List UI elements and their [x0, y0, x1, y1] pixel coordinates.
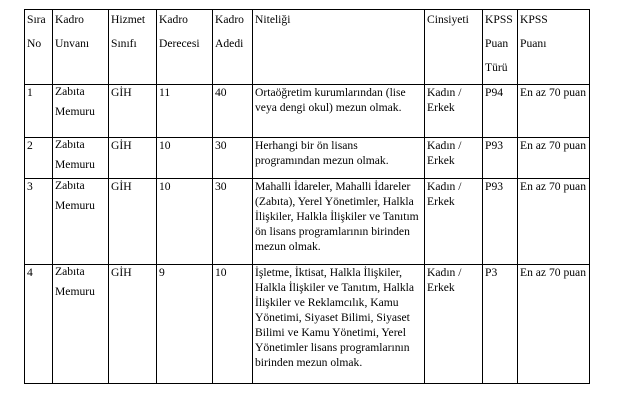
- header-text: Sınıfı: [111, 37, 137, 50]
- header-text: Niteliği: [255, 13, 291, 26]
- cell-no: 1: [25, 85, 53, 138]
- unvan-line: Zabıta: [55, 85, 85, 98]
- unvan-line: Memuru: [55, 285, 95, 298]
- cell-cinsiyet: Kadın / Erkek: [425, 85, 483, 138]
- cell-adet: 30: [213, 138, 253, 179]
- cell-puan-turu: P93: [483, 138, 518, 179]
- cell-puan-turu: P3: [483, 265, 518, 384]
- header-kpss-puani: [518, 10, 590, 85]
- header-text: Unvanı: [55, 37, 90, 50]
- cell-puan: En az 70 puan: [518, 179, 590, 265]
- cell-unvan: [53, 179, 109, 265]
- header-text: Cinsiyeti: [427, 13, 469, 26]
- header-sira-no: [25, 10, 53, 85]
- cell-sinif: GİH: [109, 265, 157, 384]
- cell-adet: 40: [213, 85, 253, 138]
- unvan-line: Memuru: [55, 199, 95, 212]
- unvan-line: Zabıta: [55, 265, 85, 278]
- cell-nitelik: İşletme, İktisat, Halkla İlişkiler, Halkla İlişkiler ve Tanıtım, Halkla İlişkiler ve Reklamcılık, Kamu Yönetimi, Siyaset Bilimi, Siyaset Bilimi ve Kamu Yönetimi, Yerel Yönetimler lisans programlarının birinden mezun olmak.: [253, 265, 425, 384]
- cell-puan: En az 70 puan: [518, 265, 590, 384]
- cell-adet: 10: [213, 265, 253, 384]
- unvan-line: Memuru: [55, 105, 95, 118]
- header-text: Kadro: [159, 13, 188, 26]
- table-row: [25, 179, 590, 265]
- header-text: Kadro: [215, 13, 244, 26]
- cell-sinif: GİH: [109, 85, 157, 138]
- cell-cinsiyet: Kadın / Erkek: [425, 138, 483, 179]
- header-text: Sıra: [27, 13, 46, 26]
- cell-adet: 30: [213, 179, 253, 265]
- cell-cinsiyet: Kadın / Erkek: [425, 179, 483, 265]
- cell-nitelik: Mahalli İdareler, Mahalli İdareler (Zabıta), Yerel Yönetimler, Halkla İlişkiler, Halkla İlişkiler ve Tanıtım ön lisans programlarının birinden mezun olmak.: [253, 179, 425, 265]
- cell-no: 2: [25, 138, 53, 179]
- unvan-line: Zabıta: [55, 138, 85, 151]
- cell-derece: 10: [157, 179, 213, 265]
- cell-sinif: GİH: [109, 179, 157, 265]
- cell-unvan: [53, 265, 109, 384]
- cell-derece: 10: [157, 138, 213, 179]
- header-text: No: [27, 37, 42, 50]
- unvan-line: Zabıta: [55, 179, 85, 192]
- cell-puan-turu: P94: [483, 85, 518, 138]
- header-kadro-derecesi: [157, 10, 213, 85]
- table-row: [25, 265, 590, 384]
- cell-nitelik: Herhangi bir ön lisans programından mezun olmak.: [253, 138, 425, 179]
- header-hizmet-sinifi: [109, 10, 157, 85]
- header-text: Puanı: [520, 37, 547, 50]
- header-text: Kadro: [55, 13, 84, 26]
- header-text: Puan: [485, 37, 509, 50]
- cell-puan-turu: P93: [483, 179, 518, 265]
- cell-unvan: [53, 138, 109, 179]
- cell-unvan: [53, 85, 109, 138]
- cell-no: 3: [25, 179, 53, 265]
- cell-nitelik: Ortaöğretim kurumlarından (lise veya dengi okul) mezun olmak.: [253, 85, 425, 138]
- cell-no: 4: [25, 265, 53, 384]
- header-cinsiyeti: [425, 10, 483, 85]
- positions-table: [24, 9, 590, 384]
- cell-puan: En az 70 puan: [518, 138, 590, 179]
- cell-puan: En az 70 puan: [518, 85, 590, 138]
- header-text: Türü: [485, 61, 508, 74]
- unvan-line: Memuru: [55, 158, 95, 171]
- header-kadro-adedi: [213, 10, 253, 85]
- header-text: KPSS: [485, 13, 513, 26]
- header-text: Adedi: [215, 37, 244, 50]
- header-text: KPSS: [520, 13, 548, 26]
- table-row: [25, 85, 590, 138]
- header-text: Hizmet: [111, 13, 146, 26]
- header-kpss-puan-turu: [483, 10, 518, 85]
- cell-cinsiyet: Kadın / Erkek: [425, 265, 483, 384]
- header-row: [25, 10, 590, 85]
- header-niteligi: [253, 10, 425, 85]
- cell-derece: 9: [157, 265, 213, 384]
- cell-derece: 11: [157, 85, 213, 138]
- header-kadro-unvani: [53, 10, 109, 85]
- header-text: Derecesi: [159, 37, 200, 50]
- table-row: [25, 138, 590, 179]
- cell-sinif: GİH: [109, 138, 157, 179]
